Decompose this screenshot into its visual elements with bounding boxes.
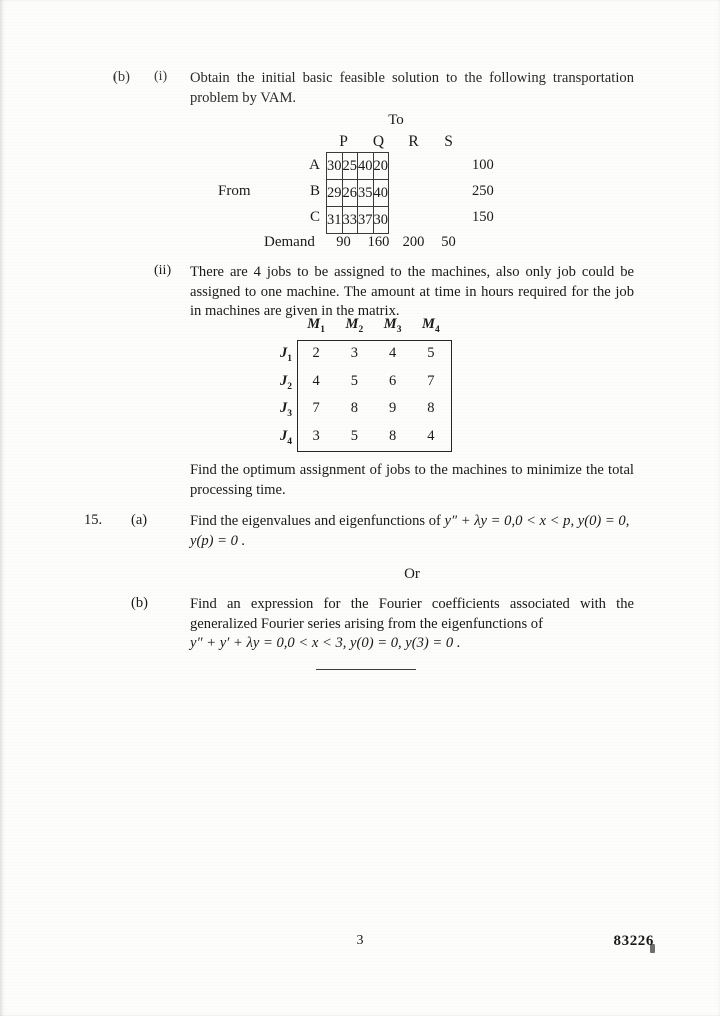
cell-j1-m1: 2: [312, 345, 320, 362]
cell-j4-m2: 5: [350, 427, 358, 444]
cell-j4-m1: 3: [312, 427, 320, 444]
cell-j2-m3: 6: [389, 372, 397, 389]
question-15a-label: (a): [131, 512, 148, 528]
demand-s: 50: [441, 234, 456, 250]
cell-a-p: 30: [327, 153, 343, 180]
question-14b-ii-closing-text: Find the optimum assignment of jobs to the machines to minimize the total processing time.: [190, 462, 634, 498]
supply-c: 150: [472, 209, 494, 225]
cell-j2-m2: 5: [350, 372, 358, 389]
question-15a-math-line1: y″ + λy = 0,0 < x < p, y(0) = 0,: [444, 513, 630, 529]
demand-q: 160: [367, 234, 390, 250]
question-15b-text: Find an expression for the Fourier coefficients associated with the generalized Fourier series arising from the eigenfunctions of: [190, 596, 634, 632]
cell-j1-m2: 3: [350, 345, 358, 362]
transportation-col-s: S: [444, 133, 453, 150]
assignment-row-j3: $J_3$: [280, 400, 292, 419]
cell-j3-m4: 8: [427, 400, 435, 417]
question-15a-math-line2: y(p) = 0 .: [190, 533, 246, 549]
table-row: [327, 180, 389, 207]
cell-j3-m2: 8: [350, 400, 358, 417]
table-row: [297, 340, 450, 368]
question-14b-ii-text: There are 4 jobs to be assigned to the machines, also only job could be assigned to one machine. The amount at time in hours required for the job in machines are given in the matrix.: [190, 264, 634, 319]
cell-j4-m3: 8: [389, 427, 397, 444]
cell-b-r: 35: [358, 180, 374, 207]
transportation-col-p: P: [339, 133, 348, 150]
question-14b-i-text: Obtain the initial basic feasible solution to the following transportation problem by VAM.: [190, 70, 634, 106]
transportation-demand-values: [326, 234, 466, 251]
demand-r: 200: [402, 234, 425, 250]
transportation-col-r: R: [408, 133, 419, 150]
page-number: 3: [356, 933, 364, 948]
assignment-matrix-column-headers: [297, 316, 450, 335]
cell-j1-m3: 4: [389, 345, 397, 362]
assignment-col-m1: $M_1$: [307, 316, 325, 335]
cell-c-p: 31: [327, 207, 343, 234]
transportation-row-b: B: [309, 183, 320, 199]
cell-c-s: 30: [373, 207, 389, 234]
transportation-row-a: A: [309, 157, 320, 173]
question-15b-label: (b): [131, 595, 148, 611]
section-end-rule: [316, 669, 416, 670]
supply-b: 250: [472, 183, 494, 199]
cell-b-p: 29: [327, 180, 343, 207]
question-15b-math-line: y″ + y′ + λy = 0,0 < x < 3, y(0) = 0, y(3) = 0 .: [190, 635, 461, 651]
transportation-cost-matrix: [326, 152, 389, 234]
assignment-row-j2: $J_2$: [280, 372, 292, 392]
question-14b-ii-label: (ii): [154, 263, 172, 278]
assignment-matrix-row-labels: [262, 340, 292, 450]
transportation-row-labels: [280, 152, 320, 230]
assignment-row-j4: $J_4$: [280, 427, 292, 447]
cell-j2-m4: 7: [427, 372, 435, 389]
transportation-supply-column: [472, 152, 512, 230]
question-15a-lead: Find the eigenvalues and eigenfunctions of: [190, 513, 441, 529]
transportation-col-q: Q: [372, 133, 385, 150]
question-15a-text: [190, 512, 640, 532]
table-row: [327, 207, 389, 234]
table-row: [297, 368, 450, 396]
transportation-to-label: To: [388, 112, 404, 128]
supply-a: 100: [472, 157, 494, 173]
assignment-row-j1: $J_1$: [280, 345, 292, 364]
transportation-column-headers: [326, 133, 466, 151]
demand-p: 90: [336, 234, 351, 250]
assignment-col-m4: $M_4$: [422, 316, 440, 335]
assignment-matrix: [297, 340, 450, 450]
question-14b-i-label: (i): [154, 69, 168, 84]
transportation-from-label: From: [218, 183, 251, 199]
cell-j3-m1: 7: [312, 400, 320, 417]
cell-j3-m3: 9: [389, 400, 397, 417]
cell-j1-m4: 5: [427, 345, 435, 362]
cell-c-r: 37: [358, 207, 374, 234]
table-row: [297, 423, 450, 451]
transportation-demand-label: Demand: [264, 234, 315, 250]
paper-code: 83226: [613, 933, 654, 949]
table-row: [297, 395, 450, 423]
question-14b-label: (b): [113, 69, 130, 85]
cell-b-q: 26: [342, 180, 358, 207]
cell-a-q: 25: [342, 153, 358, 180]
or-separator-label: Or: [404, 566, 420, 582]
assignment-col-m3: $M_3$: [383, 316, 402, 335]
assignment-col-m2: $M_2$: [345, 316, 364, 335]
cell-a-s: 20: [373, 153, 389, 180]
question-15-number: 15.: [84, 512, 103, 528]
cell-c-q: 33: [342, 207, 358, 234]
cell-b-s: 40: [373, 180, 389, 207]
table-row: [327, 153, 389, 180]
transportation-row-c: C: [309, 209, 320, 225]
cell-a-r: 40: [358, 153, 374, 180]
cell-j4-m4: 4: [427, 427, 435, 444]
cell-j2-m1: 4: [312, 372, 320, 389]
